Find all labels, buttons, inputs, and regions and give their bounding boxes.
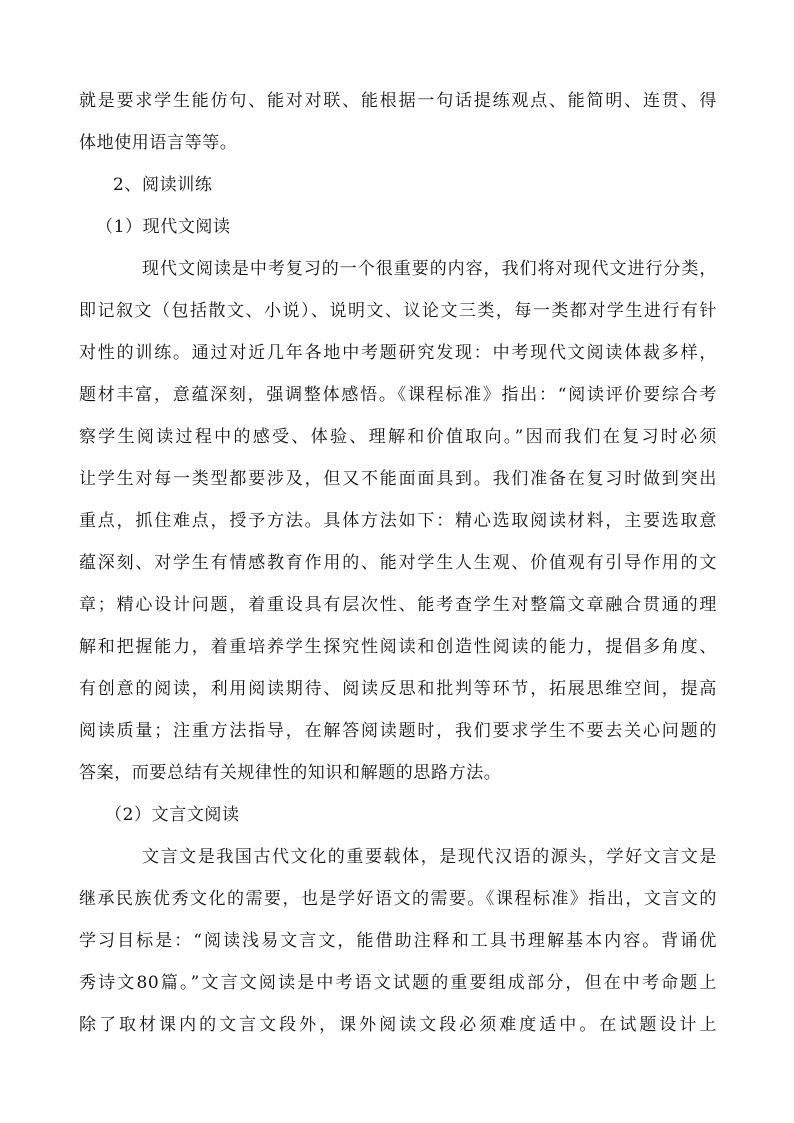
text-line: 继承民族优秀文化的需要，也是学好语文的需要。《课程标准》指出，文言文的 <box>79 889 717 909</box>
text-line: 文言文是我国古代文化的重要载体，是现代汉语的源头，学好文言文是 <box>142 847 717 867</box>
body-text <box>79 80 717 1046</box>
text-line: 体地使用语言等等。 <box>79 133 238 153</box>
text-line: 学习目标是：“阅读浅易文言文，能借助注释和工具书理解基本内容。背诵优 <box>79 931 717 951</box>
text-line: 解和把握能力，着重培养学生探究性阅读和创造性阅读的能力，提倡多角度、 <box>79 637 717 657</box>
text-line: 现代文阅读是中考复习的一个很重要的内容，我们将对现代文进行分类， <box>142 259 717 279</box>
text-line: 对性的训练。通过对近几年各地中考题研究发现：中考现代文阅读体裁多样， <box>79 343 717 363</box>
text-line: 阅读质量；注重方法指导，在解答阅读题时，我们要求学生不要去关心问题的 <box>79 721 717 741</box>
text-line: （2）文言文阅读 <box>105 805 240 825</box>
text-line: 2、阅读训练 <box>113 175 213 195</box>
text-line: 察学生阅读过程中的感受、体验、理解和价值取向。”因而我们在复习时必须 <box>79 427 717 447</box>
text-line: 就是要求学生能仿句、能对对联、能根据一句话提练观点、能简明、连贯、得 <box>79 91 717 111</box>
text-line: 即记叙文（包括散文、小说）、说明文、议论文三类，每一类都对学生进行有针 <box>79 301 717 321</box>
text-line: 有创意的阅读，利用阅读期待、阅读反思和批判等环节，拓展思维空间，提高 <box>79 679 717 699</box>
text-line: 除了取材课内的文言文段外，课外阅读文段必须难度适中。在试题设计上 <box>79 1015 717 1035</box>
text-line: 题材丰富，意蕴深刻，强调整体感悟。《课程标准》指出：“阅读评价要综合考 <box>79 385 717 405</box>
text-line: 章；精心设计问题，着重设具有层次性、能考查学生对整篇文章融合贯通的理 <box>79 595 717 615</box>
text-line: （1）现代文阅读 <box>96 217 231 237</box>
text-line: 答案，而要总结有关规律性的知识和解题的思路方法。 <box>79 763 502 783</box>
text-line: 蕴深刻、对学生有情感教育作用的、能对学生人生观、价值观有引导作用的文 <box>79 553 717 573</box>
text-line: 秀诗文80篇。”文言文阅读是中考语文试题的重要组成部分，但在中考命题上 <box>79 973 717 993</box>
text-line: 重点，抓住难点，授予方法。具体方法如下：精心选取阅读材料，主要选取意 <box>79 511 717 531</box>
text-line: 让学生对每一类型都要涉及，但又不能面面具到。我们准备在复习时做到突出 <box>79 469 717 489</box>
